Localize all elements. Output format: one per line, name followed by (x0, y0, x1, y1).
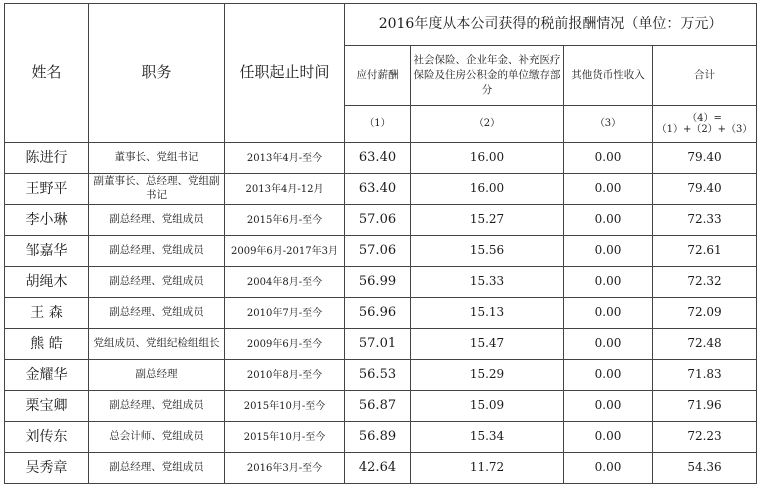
name-cell: 金耀华 (5, 360, 89, 391)
term-cell: 2013年4月-至今 (225, 143, 345, 174)
other-income-cell: 0.00 (564, 298, 653, 329)
other-income-cell: 0.00 (564, 205, 653, 236)
term-cell: 2015年10月-至今 (225, 422, 345, 453)
table-row (5, 174, 757, 205)
name-cell: 王 森 (5, 298, 89, 329)
position-cell: 副董事长、总经理、党组副书记 (89, 174, 225, 205)
salary-cell: 56.89 (345, 422, 411, 453)
insurance-cell: 15.29 (411, 360, 564, 391)
table-row (5, 236, 757, 267)
total-cell: 71.83 (653, 360, 757, 391)
insurance-cell: 15.13 (411, 298, 564, 329)
total-cell: 72.23 (653, 422, 757, 453)
table-row (5, 329, 757, 360)
salary-cell: 63.40 (345, 174, 411, 205)
header-num-other: （3） (564, 106, 653, 143)
total-cell: 72.48 (653, 329, 757, 360)
name-cell: 吴秀章 (5, 453, 89, 484)
term-cell: 2010年7月-至今 (225, 298, 345, 329)
header-other-income: 其他货币性收入 (564, 46, 653, 106)
insurance-cell: 15.47 (411, 329, 564, 360)
header-position: 职务 (89, 4, 225, 143)
term-cell: 2009年6月-至今 (225, 329, 345, 360)
table-row (5, 143, 757, 174)
other-income-cell: 0.00 (564, 453, 653, 484)
insurance-cell: 11.72 (411, 453, 564, 484)
insurance-cell: 16.00 (411, 174, 564, 205)
other-income-cell: 0.00 (564, 236, 653, 267)
table-row (5, 360, 757, 391)
other-income-cell: 0.00 (564, 267, 653, 298)
table-row (5, 453, 757, 484)
total-cell: 79.40 (653, 174, 757, 205)
total-cell: 72.32 (653, 267, 757, 298)
salary-cell: 42.64 (345, 453, 411, 484)
total-cell: 72.09 (653, 298, 757, 329)
total-cell: 79.40 (653, 143, 757, 174)
name-cell: 熊 皓 (5, 329, 89, 360)
header-row-1 (5, 4, 757, 46)
header-num-insurance: （2） (411, 106, 564, 143)
term-cell: 2016年3月-至今 (225, 453, 345, 484)
table-row (5, 267, 757, 298)
insurance-cell: 15.34 (411, 422, 564, 453)
position-cell: 总会计师、党组成员 (89, 422, 225, 453)
salary-cell: 56.53 (345, 360, 411, 391)
other-income-cell: 0.00 (564, 422, 653, 453)
compensation-table-container (4, 3, 757, 484)
salary-cell: 63.40 (345, 143, 411, 174)
total-cell: 72.33 (653, 205, 757, 236)
position-cell: 副总经理、党组成员 (89, 453, 225, 484)
salary-cell: 56.96 (345, 298, 411, 329)
other-income-cell: 0.00 (564, 143, 653, 174)
term-cell: 2015年10月-至今 (225, 391, 345, 422)
insurance-cell: 15.56 (411, 236, 564, 267)
term-cell: 2015年6月-至今 (225, 205, 345, 236)
name-cell: 邹嘉华 (5, 236, 89, 267)
total-cell: 71.96 (653, 391, 757, 422)
other-income-cell: 0.00 (564, 174, 653, 205)
term-cell: 2013年4月-12月 (225, 174, 345, 205)
term-cell: 2009年6月-2017年3月 (225, 236, 345, 267)
position-cell: 副总经理 (89, 360, 225, 391)
name-cell: 刘传东 (5, 422, 89, 453)
term-cell: 2010年8月-至今 (225, 360, 345, 391)
insurance-cell: 15.09 (411, 391, 564, 422)
table-row (5, 298, 757, 329)
position-cell: 副总经理、党组成员 (89, 391, 225, 422)
insurance-cell: 15.33 (411, 267, 564, 298)
header-name: 姓名 (5, 4, 89, 143)
total-cell: 54.36 (653, 453, 757, 484)
header-group-title: 2016年度从本公司获得的税前报酬情况（单位：万元） (345, 4, 757, 46)
header-num-salary: （1） (345, 106, 411, 143)
table-body (5, 143, 757, 484)
salary-cell: 57.06 (345, 236, 411, 267)
position-cell: 副总经理、党组成员 (89, 205, 225, 236)
table-row (5, 205, 757, 236)
position-cell: 副总经理、党组成员 (89, 236, 225, 267)
name-cell: 王野平 (5, 174, 89, 205)
header-salary: 应付薪酬 (345, 46, 411, 106)
insurance-cell: 16.00 (411, 143, 564, 174)
position-cell: 党组成员、党组纪检组组长 (89, 329, 225, 360)
position-cell: 副总经理、党组成员 (89, 298, 225, 329)
other-income-cell: 0.00 (564, 329, 653, 360)
salary-cell: 57.01 (345, 329, 411, 360)
header-insurance: 社会保险、企业年金、补充医疗保险及住房公积金的单位缴存部分 (411, 46, 564, 106)
name-cell: 陈进行 (5, 143, 89, 174)
name-cell: 胡绳木 (5, 267, 89, 298)
other-income-cell: 0.00 (564, 391, 653, 422)
table-row (5, 391, 757, 422)
name-cell: 栗宝卿 (5, 391, 89, 422)
header-term: 任职起止时间 (225, 4, 345, 143)
salary-cell: 57.06 (345, 205, 411, 236)
insurance-cell: 15.27 (411, 205, 564, 236)
term-cell: 2004年8月-至今 (225, 267, 345, 298)
name-cell: 李小琳 (5, 205, 89, 236)
header-total: 合计 (653, 46, 757, 106)
other-income-cell: 0.00 (564, 360, 653, 391)
header-num-total: （4）=（1）+（2）+（3） (653, 106, 757, 143)
compensation-table (4, 3, 757, 484)
position-cell: 副总经理、党组成员 (89, 267, 225, 298)
salary-cell: 56.87 (345, 391, 411, 422)
total-cell: 72.61 (653, 236, 757, 267)
table-row (5, 422, 757, 453)
salary-cell: 56.99 (345, 267, 411, 298)
position-cell: 董事长、党组书记 (89, 143, 225, 174)
